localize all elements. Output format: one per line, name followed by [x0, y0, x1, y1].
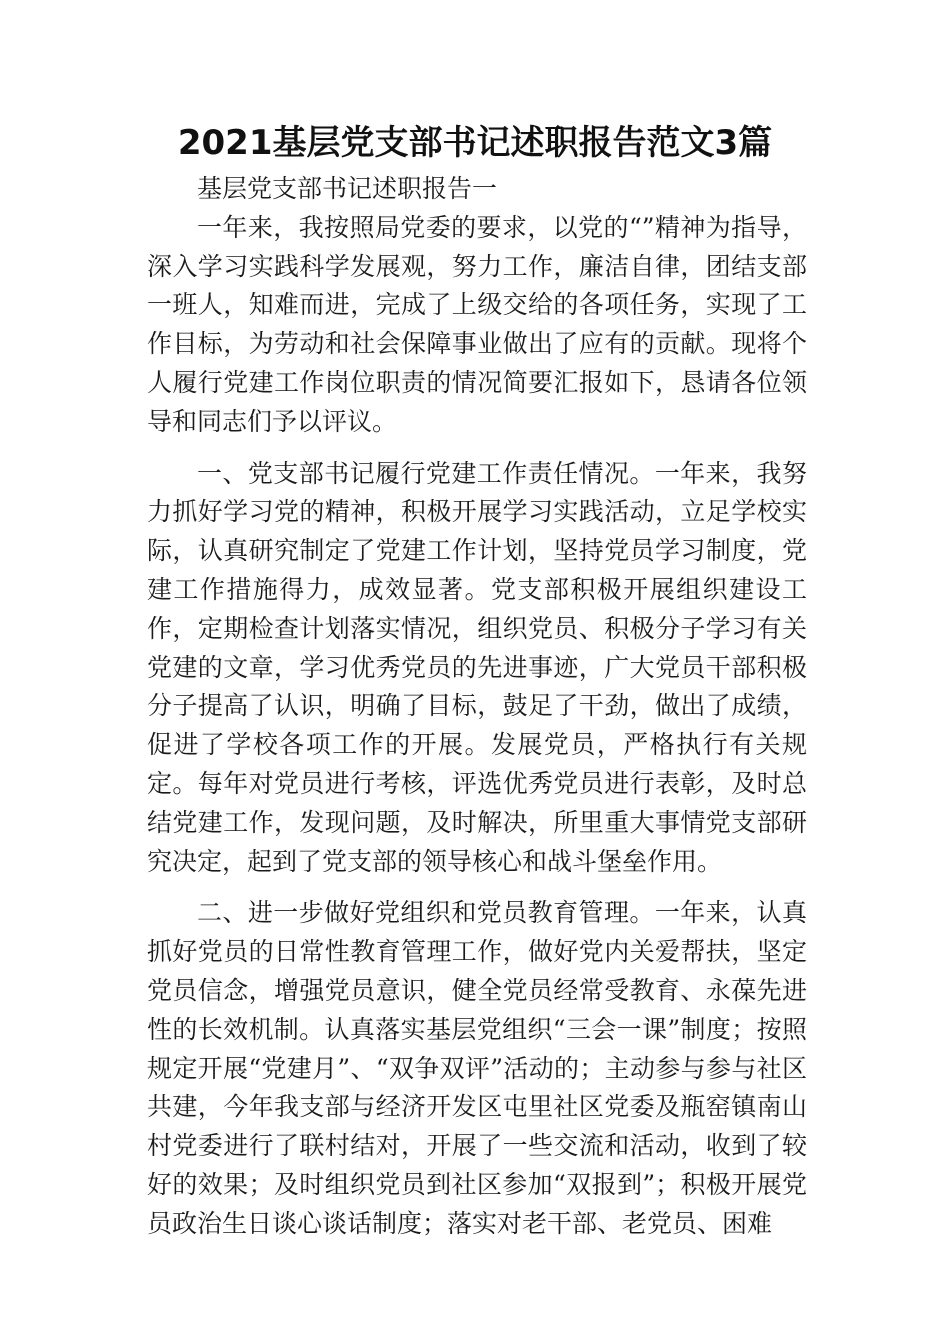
paragraph-section-one: 一、党支部书记履行党建工作责任情况。一年来，我努力抓好学习党的精神，积极开展学习实践活动，立足学校实际，认真研究制定了党建工作计划，坚持党员学习制度，党建工作措施得力，成效显著。党支部积极开展组织建设工作，定期检查计划落实情况，组织党员、积极分子学习有关党建的文章，学习优秀党员的先进事迹，广大党员干部积极分子提高了认识，明确了目标，鼓足了干劲，做出了成绩，促进了学校各项工作的开展。发展党员，严格执行有关规定。每年对党员进行考核，评选优秀党员进行表彰，及时总结党建工作，发现问题，及时解决，所里重大事情党支部研究决定，起到了党支部的领导核心和战斗堡垒作用。 [147, 458, 807, 876]
paragraph-intro: 一年来，我按照局党委的要求，以党的“”精神为指导，深入学习实践科学发展观，努力工作，廉洁自律，团结支部一班人，知难而进，完成了上级交给的各项任务，实现了工作目标，为劳动和社会保障事业做出了应有的贡献。现将个人履行党建工作岗位职责的情况简要汇报如下，恳请各位领导和同志们予以评议。 [147, 212, 807, 436]
document-title: 2021基层党支部书记述职报告范文3篇 [177, 123, 773, 163]
document-body [147, 170, 807, 1244]
paragraph-section-two: 二、进一步做好党组织和党员教育管理。一年来，认真抓好党员的日常性教育管理工作，做好党内关爱帮扶，坚定党员信念，增强党员意识，健全党员经常受教育、永葆先进性的长效机制。认真落实基层党组织“三会一课”制度；按照规定开展“党建月”、“双争双评”活动的；主动参与参与社区共建，今年我支部与经济开发区屯里社区党委及瓶窑镇南山村党委进行了联村结对，开展了一些交流和活动，收到了较好的效果；及时组织党员到社区参加“双报到”；积极开展党员政治生日谈心谈话制度；落实对老干部、老党员、困难 [147, 898, 807, 1238]
section-subtitle: 基层党支部书记述职报告一 [197, 174, 498, 203]
